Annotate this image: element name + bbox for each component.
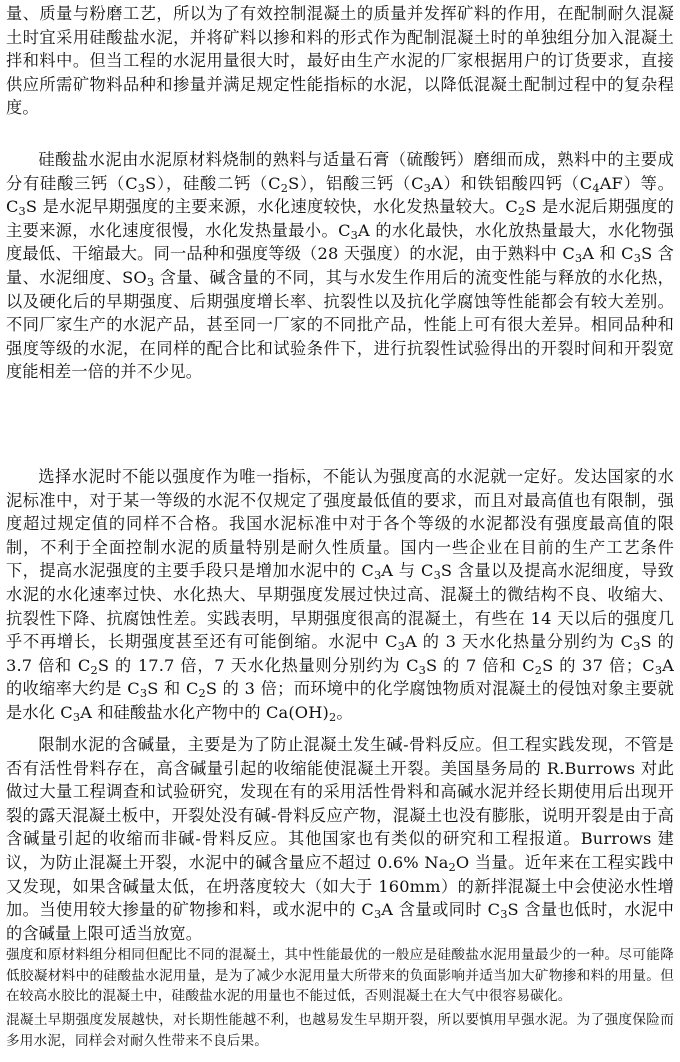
paragraph-clinker-mineral: 量、质量与粉磨工艺，所以为了有效控制混凝土的质量并发挥矿料的作用，在配制耐久混凝土时宜采用硅酸盐水泥，并将矿料以掺和料的形式作为配制混凝土时的单独组分加入混凝土拌和料中。但当工程的水泥用量很大时，最好由生产水泥的厂家根据用户的订货要求，直接供应所需矿物料品种和掺量并满足规定性能指标的水泥，以降低混凝土配制过程中的复杂程度。 xyxy=(6,4,674,118)
paragraph-portland-cement-composition: 硅酸盐水泥由水泥原材料烧制的熟料与适量石膏（硫酸钙）磨细而成，熟料中的主要成分有硅酸三钙$(C_3S)$，硅酸二钙$(C_2S)$，铝酸三钙$(C_3A)$和铁铝酸四钙$(C_4AF)$等。$C_3S$ 是水泥早期强度的主要来源，水化速度较快，水化发热量较大。$C_2S$ 是水泥后期强度的主要来源，水化速度很慢，水化发热量最小。$C_3A$ 的水化最快，水化放热量最大，水化物强度最低、干缩最大。同一品种和强度等级（28 天强度）的水泥，由于熟料中 $C_3A$ 和 $C_3S$ 含量、水泥细度、$SO_3$ 含量、碱含量的不同，其与水发生作用后的流变性能与释放的水化热，以及硬化后的早期强度、后期强度增长率、抗裂性以及抗化学腐蚀等性能都会有较大差别。不同厂家生产的水泥产品，甚至同一厂家的不同批产品，性能上可有很大差异。相同品种和强度等级的水泥，在同样的配合比和试验条件下，进行抗裂性试验得出的开裂时间和开裂宽度能相差一倍的并不少见。 xyxy=(6,150,675,382)
paragraph-alkali-content: 限制水泥的含碱量，主要是为了防止混凝土发生碱-骨料反应。但工程实践发现，不管是否有活性骨料存在，高含碱量引起的收缩能使混凝土开裂。美国垦务局的 R.Burrows 对此做过大量工程调查和试验研究，发现在有的采用活性骨料和高碱水泥并经长期使用后出现开裂的露天混凝土板中，开裂处没有碱-骨料反应产物，混凝土也没有膨胀，说明开裂是由于高含碱量引起的收缩而非碱-骨料反应。其他国家也有类似的研究和工程报道。Burrows 建议，为防止混凝土开裂，水泥中的碱含量应不超过 0.6% $Na_2O$ 当量。近年来在工程实践中又发现，如果含碱量太低，在坍落度较大（如大于 160mm）的新拌混凝土中会使泌水性增加。当使用较大掺量的矿物掺和料，或水泥中的 $C_3A$ 含量或同时 $C_3S$ 含量也低时，水泥中的含碱量上限可适当放宽。 xyxy=(6,735,674,943)
paragraph-cement-strength-selection: 选择水泥时不能以强度作为唯一指标，不能认为强度高的水泥就一定好。发达国家的水泥标准中，对于某一等级的水泥不仅规定了强度最低值的要求，而且对最高值也有限制，强度超过规定值的同样不合格。我国水泥标准中对于各个等级的水泥都没有强度最高值的限制，不利于全面控制水泥的质量特别是耐久性质量。国内一些企业在目前的生产工艺条件下，提高水泥强度的主要手段只是增加水泥中的 $C_3A$ 与 $C_3S$ 含量以及提高水泥细度，导致水泥的水化速率过快、水化热大、早期强度发展过快过高、混凝土的微结构不良、收缩大、抗裂性下降、抗腐蚀性差。实践表明，早期强度很高的混凝土，有些在 14 天以后的强度几乎不再增长，长期强度甚至还有可能倒缩。水泥中 $C_3A$ 的 3 天水化热量分别约为 $C_3S$ 的 3.7 倍和 $C_2S$ 的 17.7 倍，7 天水化热量则分别约为 $C_3S$ 的 7 倍和 $C_2S$ 的 37 倍；$C_3A$ 的收缩率大约是 $C_3S$ 和 $C_2S$ 的 3 倍；而环境中的化学腐蚀物质对混凝土的侵蚀对象主要就是水化 $C_3A$ 和硅酸盐水化产物中的 $Ca(OH)_2$。 xyxy=(6,467,675,724)
paragraph-early-strength: 混凝土早期强度发展越快，对长期性能越不利，也越易发生早期开裂，所以要慎用早强水泥。为了强度保险而多用水泥，同样会对耐久性带来不良后果。 xyxy=(6,1012,674,1049)
paragraph-mix-proportion: 强度和原材料组分相同但配比不同的混凝土，其中性能最优的一般应是硅酸盐水泥用量最少的一种。尽可能降低胶凝材料中的硅酸盐水泥用量，是为了减少水泥用量大所带来的负面影响并适当加大矿物掺和料的用量。但在较高水胶比的混凝土中，硅酸盐水泥的用量也不能过低，否则混凝土在大气中很容易碳化。 xyxy=(6,947,674,1005)
